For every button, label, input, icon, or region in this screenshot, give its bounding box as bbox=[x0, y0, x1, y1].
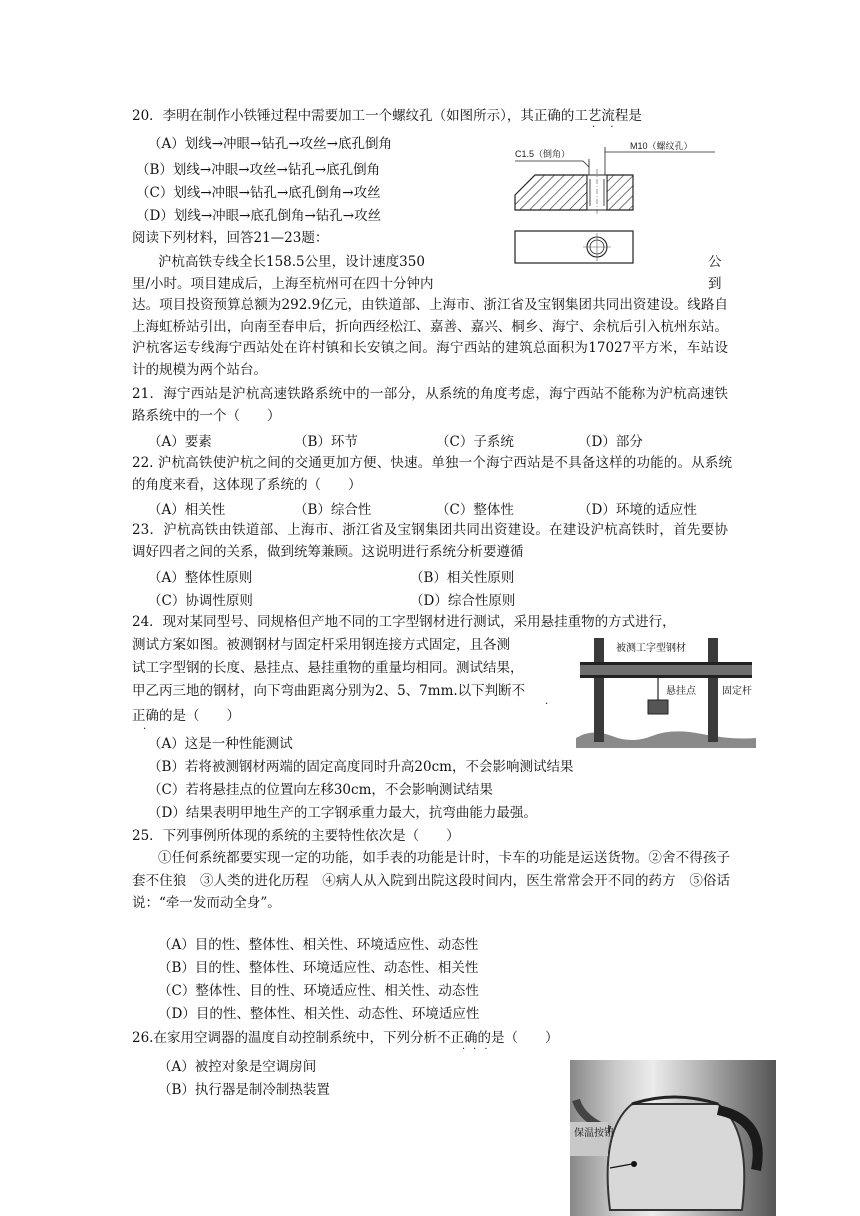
q22-option-b: （B）综合性 bbox=[294, 502, 372, 518]
q23-stem: 23．沪杭高铁由铁道部、上海市、浙江省及宝钢集团共同出资建设。在建设沪杭高铁时，首先要协调好四者之间的关系，做到统筹兼顾。这说明进行系统分析要遵循 bbox=[132, 522, 728, 560]
reading-line1: 沪杭高铁专线全长158.5公里，设计速度350 bbox=[158, 254, 425, 270]
emphasis-dots: · bbox=[545, 699, 549, 710]
point-label: 悬挂点 bbox=[666, 686, 696, 697]
emphasis-dots: ··· bbox=[462, 1044, 496, 1055]
q25-option-c: （C）整体性、目的性、环境适应性、相关性、动态性 bbox=[158, 983, 479, 999]
steel-test-figure bbox=[572, 632, 760, 748]
q24-option-a: （A）这是一种性能测试 bbox=[148, 736, 293, 752]
q20-option-b: （B）划线→冲眼→攻丝→钻孔→底孔倒角 bbox=[136, 162, 381, 178]
q21-option-d: （D）部分 bbox=[578, 434, 643, 450]
chamfer-label: C1.5（倒角） bbox=[515, 149, 571, 159]
emphasis-dots: · · bbox=[592, 122, 620, 133]
kettle-label: 保温按钮 bbox=[574, 1128, 614, 1139]
kettle-photo bbox=[570, 1060, 776, 1216]
reading-line1-end: 公 bbox=[708, 254, 722, 270]
reading-intro: 阅读下列材料，回答21—23题： bbox=[132, 230, 329, 246]
q20-stem: 20．李明在制作小铁锤过程中需要加工一个螺纹孔（如图所示），其正确的工艺流程是 bbox=[132, 108, 642, 124]
reading-line2-end: 到 bbox=[708, 276, 722, 292]
q24-option-b: （B）若将被测钢材两端的固定高度同时升高20cm，不会影响测试结果 bbox=[148, 759, 574, 775]
reading-body: 达。项目投资预算总额为292.9亿元，由铁道部、上海市、浙江省及宝钢集团共同出资建设。线路自上海虹桥站引出，向南至春申后，折向西经松江、嘉善、嘉兴、桐乡、海宁、余杭后引入杭州东站。沪杭客运专线海宁西站处在许村镇和长安镇之间。海宁西站的建筑总面积为17027平方米，车站设计的规模为两个站台。 bbox=[132, 297, 728, 378]
q24-option-d: （D）结果表明甲地生产的工字钢承重力最大，抗弯曲能力最强。 bbox=[148, 805, 537, 821]
q24-line-3: 试工字型钢的长度、悬挂点、悬挂重物的重量均相同。测试结果， bbox=[132, 660, 524, 676]
q24-line-2: 测试方案如图。被测钢材与固定杆采用钢连接方式固定，且各测 bbox=[132, 637, 510, 653]
q24-line-5: 正确的是（ ） bbox=[132, 708, 240, 724]
q22-option-d: （D）环境的适应性 bbox=[578, 502, 697, 518]
thread-label: M10（螺纹孔） bbox=[630, 141, 693, 151]
q20-option-a: （A）划线→冲眼→钻孔→攻丝→底孔倒角 bbox=[148, 136, 392, 152]
q21-option-c: （C）子系统 bbox=[436, 434, 514, 450]
q26-stem: 26.在家用空调器的温度自动控制系统中，下列分析不正确的是（ ） bbox=[132, 1030, 559, 1046]
q20-option-c: （C）划线→冲眼→钻孔→底孔倒角→攻丝 bbox=[136, 185, 381, 201]
q25-option-a: （A）目的性、整体性、相关性、环境适应性、动态性 bbox=[158, 937, 479, 953]
steel-label: 被测工字型钢材 bbox=[616, 643, 686, 654]
q24-line-1: 24．现对某同型号、同规格但产地不同的工字型钢材进行测试，采用悬挂重物的方式进行， bbox=[132, 614, 676, 630]
q22-option-c: （C）整体性 bbox=[436, 502, 514, 518]
q23-option-d: （D）综合性原则 bbox=[410, 593, 516, 609]
threaded-hole-figure bbox=[505, 135, 725, 275]
q23-option-b: （B）相关性原则 bbox=[410, 570, 515, 586]
reading-line2: 里/小时。项目建成后，上海至杭州可在四十分钟内 bbox=[132, 276, 434, 292]
q22-stem: 22. 沪杭高铁使沪杭之间的交通更加方便、快速。单独一个海宁西站是不具备这样的功能的。从系统的角度来看，这体现了系统的（ ） bbox=[132, 455, 732, 493]
q23-option-c: （C）协调性原则 bbox=[148, 593, 253, 609]
q24-line-4: 甲乙丙三地的钢材，向下弯曲距离分别为2、5、7mm.以下判断不 bbox=[132, 683, 526, 699]
q21-stem: 21．海宁西站是沪杭高速铁路系统中的一部分，从系统的角度考虑，海宁西站不能称为沪杭高速铁路系统中的一个（ ） bbox=[132, 386, 728, 424]
q22-option-a: （A）相关性 bbox=[148, 502, 226, 518]
q21-option-b: （B）环节 bbox=[294, 434, 358, 450]
q26-option-a: （A）被控对象是空调房间 bbox=[158, 1059, 317, 1075]
rod-label: 固定杆 bbox=[722, 686, 752, 697]
q25-option-b: （B）目的性、整体性、环境适应性、动态性、相关性 bbox=[158, 960, 479, 976]
emphasis-dots: · bbox=[143, 724, 147, 735]
q24-option-c: （C）若将悬挂点的位置向左移30cm，不会影响测试结果 bbox=[148, 782, 493, 798]
q25-body: ①任何系统都要实现一定的功能，如手表的功能是计时，卡车的功能是运送货物。②舍不得孩子套不住狼 ③人类的进化历程 ④病人从入院到出院这段时间内，医生常常会开不同的药方 ⑤俗话说：“牵一发而动全身”。 bbox=[132, 850, 730, 911]
q20-option-d: （D）划线→冲眼→底孔倒角→钻孔→攻丝 bbox=[136, 208, 382, 224]
q21-option-a: （A）要素 bbox=[148, 434, 212, 450]
q25-stem: 25．下列事例所体现的系统的主要特性依次是（ ） bbox=[132, 828, 460, 844]
q23-option-a: （A）整体性原则 bbox=[148, 570, 253, 586]
q25-option-d: （D）目的性、整体性、相关性、动态性、环境适应性 bbox=[158, 1006, 480, 1022]
q26-option-b: （B）执行器是制冷制热装置 bbox=[158, 1082, 330, 1098]
